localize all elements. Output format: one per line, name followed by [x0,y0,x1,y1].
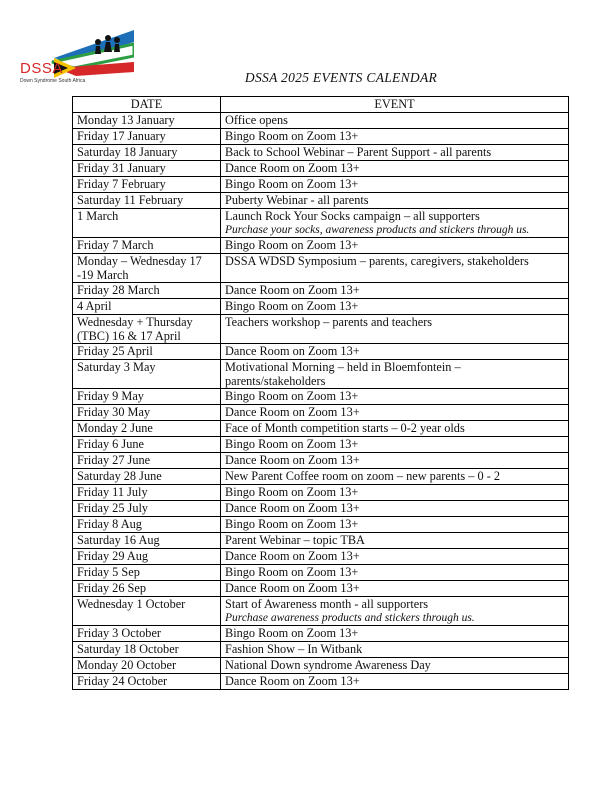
event-name: New Parent Coffee room on zoom – new parents – 0 - 2 [225,469,501,483]
table-row [73,161,569,177]
event-date: Saturday 18 January [73,145,221,161]
event-name: Bingo Room on Zoom 13+ [225,129,359,143]
table-row [73,642,569,658]
table-row [73,344,569,360]
event-cell [221,658,569,674]
event-date: Friday 29 Aug [73,549,221,565]
table-row [73,626,569,642]
event-date: 1 March [73,209,221,238]
table-row [73,453,569,469]
table-row [73,315,569,344]
event-cell [221,315,569,344]
event-date: Friday 24 October [73,674,221,690]
event-cell [221,360,569,389]
event-cell [221,642,569,658]
table-header-row [73,97,569,113]
event-name: Dance Room on Zoom 13+ [225,405,360,419]
event-name: Parent Webinar – topic TBA [225,533,365,547]
event-date: Friday 25 July [73,501,221,517]
event-date: Monday – Wednesday 17 -19 March [73,254,221,283]
events-table [72,96,569,690]
event-note: Purchase awareness products and stickers through us. [225,612,475,624]
event-name: Teachers workshop – parents and teachers [225,315,433,329]
event-name: Bingo Room on Zoom 13+ [225,485,359,499]
event-date: Saturday 11 February [73,193,221,209]
event-date: Monday 13 January [73,113,221,129]
event-name: Dance Room on Zoom 13+ [225,549,360,563]
event-cell [221,209,569,238]
event-date: Saturday 16 Aug [73,533,221,549]
event-cell [221,485,569,501]
event-name: Start of Awareness month - all supporters [225,597,429,611]
event-date: Saturday 28 June [73,469,221,485]
event-name: Motivational Morning – held in Bloemfontein – parents/stakeholders [225,360,461,388]
event-cell [221,177,569,193]
table-row [73,485,569,501]
event-name: Bingo Room on Zoom 13+ [225,626,359,640]
table-row [73,283,569,299]
table-row [73,421,569,437]
event-date: Wednesday + Thursday (TBC) 16 & 17 April [73,315,221,344]
event-cell [221,299,569,315]
event-cell [221,581,569,597]
table-row [73,129,569,145]
logo-subtitle: Down Syndrome South Africa [20,78,86,84]
table-row [73,533,569,549]
event-name: Fashion Show – In Witbank [225,642,363,656]
table-row [73,549,569,565]
table-row [73,360,569,389]
event-name: Bingo Room on Zoom 13+ [225,238,359,252]
table-row [73,597,569,626]
event-cell [221,389,569,405]
event-date: 4 April [73,299,221,315]
event-cell [221,565,569,581]
event-name: Bingo Room on Zoom 13+ [225,437,359,451]
event-cell [221,437,569,453]
event-name: Bingo Room on Zoom 13+ [225,299,359,313]
event-name: Dance Room on Zoom 13+ [225,283,360,297]
table-row [73,405,569,421]
event-name: Puberty Webinar - all parents [225,193,369,207]
event-cell [221,254,569,283]
event-cell [221,501,569,517]
event-name: Dance Room on Zoom 13+ [225,674,360,688]
event-name: Dance Room on Zoom 13+ [225,581,360,595]
table-row [73,565,569,581]
table-row [73,238,569,254]
event-name: Dance Room on Zoom 13+ [225,161,360,175]
page-title: DSSA 2025 EVENTS CALENDAR [244,70,438,85]
table-row [73,658,569,674]
table-row [73,254,569,283]
event-cell [221,161,569,177]
event-cell [221,283,569,299]
event-cell [221,238,569,254]
table-row [73,674,569,690]
event-name: DSSA WDSD Symposium – parents, caregivers, stakeholders [225,254,529,268]
event-cell [221,193,569,209]
event-date: Friday 31 January [73,161,221,177]
event-cell [221,674,569,690]
event-date: Friday 7 February [73,177,221,193]
event-date: Friday 27 June [73,453,221,469]
table-row [73,469,569,485]
event-date: Monday 20 October [73,658,221,674]
column-header-date: DATE [73,97,221,113]
event-date: Friday 7 March [73,238,221,254]
event-cell [221,344,569,360]
event-date: Friday 28 March [73,283,221,299]
event-date: Friday 6 June [73,437,221,453]
event-name: Face of Month competition starts – 0-2 year olds [225,421,465,435]
event-name: Bingo Room on Zoom 13+ [225,177,359,191]
event-cell [221,533,569,549]
table-row [73,389,569,405]
event-name: Dance Room on Zoom 13+ [225,453,360,467]
event-date: Friday 8 Aug [73,517,221,533]
event-cell [221,597,569,626]
table-row [73,193,569,209]
column-header-event: EVENT [221,97,569,113]
event-cell [221,405,569,421]
event-name: Office opens [225,113,288,127]
event-date: Friday 11 July [73,485,221,501]
event-date: Wednesday 1 October [73,597,221,626]
event-date: Friday 9 May [73,389,221,405]
table-row [73,177,569,193]
logo-text: DSSA [20,60,63,77]
table-row [73,299,569,315]
event-name: National Down syndrome Awareness Day [225,658,431,672]
event-date: Friday 30 May [73,405,221,421]
event-cell [221,453,569,469]
event-name: Bingo Room on Zoom 13+ [225,517,359,531]
event-cell [221,469,569,485]
event-cell [221,517,569,533]
table-row [73,581,569,597]
event-date: Friday 5 Sep [73,565,221,581]
event-name: Dance Room on Zoom 13+ [225,501,360,515]
event-date: Saturday 18 October [73,642,221,658]
event-date: Friday 17 January [73,129,221,145]
event-cell [221,549,569,565]
event-cell [221,626,569,642]
table-row [73,517,569,533]
event-date: Friday 25 April [73,344,221,360]
table-row [73,437,569,453]
event-name: Launch Rock Your Socks campaign – all supporters [225,209,480,223]
event-name: Dance Room on Zoom 13+ [225,344,360,358]
event-cell [221,421,569,437]
event-cell [221,113,569,129]
event-cell [221,145,569,161]
table-row [73,113,569,129]
table-row [73,501,569,517]
event-name: Bingo Room on Zoom 13+ [225,389,359,403]
event-date: Friday 3 October [73,626,221,642]
event-name: Bingo Room on Zoom 13+ [225,565,359,579]
event-date: Saturday 3 May [73,360,221,389]
event-note: Purchase your socks, awareness products and stickers through us. [225,224,530,236]
event-cell [221,129,569,145]
event-date: Friday 26 Sep [73,581,221,597]
event-date: Monday 2 June [73,421,221,437]
event-name: Back to School Webinar – Parent Support - all parents [225,145,492,159]
table-row [73,209,569,238]
table-row [73,145,569,161]
